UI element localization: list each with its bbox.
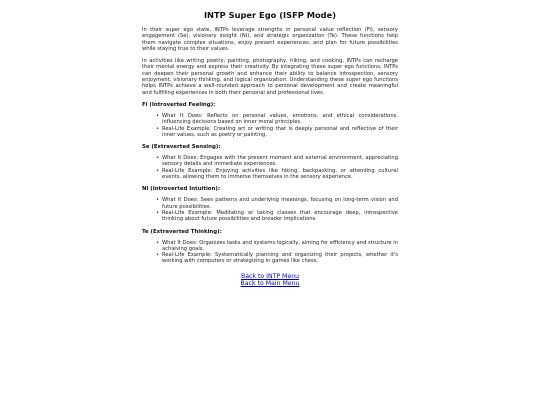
nav-links: [142, 273, 398, 288]
intro-paragraph: In their super ego state, INTPs leverage strengths in personal value reflection (Fi), sensory engagement (Se), visionary insight (Ni), and strategic organization (Te). These functions help them navigate complex situations, enjoy present experiences, and plan for future possibilities while staying true to their values.: [142, 27, 398, 52]
section-list: [142, 197, 398, 222]
section-list: [142, 113, 398, 138]
intro-paragraph: In activities like writing poetry, painting, photography, hiking, and cooking, INTPs can recharge their mental energy and express their creativity. By integrating these super ego functions, INTPs can deepen their personal growth and enhance their ability to balance introspection, sensory enjoyment, visionary thinking, and logical organization. Understanding these super ego functions helps INTPs achieve a well-rounded approach to personal development and create meaningful and fulfilling experiences in both their personal and professional lives.: [142, 58, 398, 96]
list-item: • Real-Life Example: Creating art or writing that is deeply personal and reflective of their inner values, such as poetry or painting.: [162, 126, 398, 139]
back-to-intp-menu-link[interactable]: Back to INTP Menu: [240, 272, 300, 280]
list-item: • Real-Life Example: Meditating or taking classes that encourage deep, introspective thinking about future possibilities and broader implications.: [162, 210, 398, 223]
back-to-main-menu-link[interactable]: Back to Main Menu: [240, 280, 300, 288]
section-heading: Te (Extraverted Thinking):: [142, 228, 222, 235]
page-content: [142, 0, 398, 288]
section-ni: [142, 186, 398, 222]
list-item: • What It Does: Sees patterns and underlying meanings, focusing on long-term vision and future possibilities.: [162, 197, 398, 210]
page-title: INTP Super Ego (ISFP Mode): [203, 10, 337, 20]
section-list: [142, 155, 398, 180]
list-item: • What It Does: Organizes tasks and systems logically, aiming for efficiency and structure in achieving goals.: [162, 240, 398, 253]
list-item: • What It Does: Engages with the present moment and external environment, appreciating sensory details and immediate experiences.: [162, 155, 398, 168]
section-se: [142, 144, 398, 180]
list-item: • Real-Life Example: Systematically planning and organizing their projects, whether it's working with computers or strategizing in games like chess.: [162, 252, 398, 265]
section-te: [142, 229, 398, 265]
section-heading: Se (Extraverted Sensing):: [142, 144, 221, 151]
section-heading: Ni (Introverted Intuition):: [142, 186, 220, 193]
section-list: [142, 240, 398, 265]
list-item: • What It Does: Reflects on personal values, emotions, and ethical considerations, influencing decisions based on inner moral principles.: [162, 113, 398, 126]
section-fi: [142, 102, 398, 138]
list-item: • Real-Life Example: Enjoying activities like hiking, backpacking, or attending cultural events, allowing them to immerse themselves in the sensory experience.: [162, 168, 398, 181]
section-heading: Fi (Introverted Feeling):: [142, 101, 216, 108]
